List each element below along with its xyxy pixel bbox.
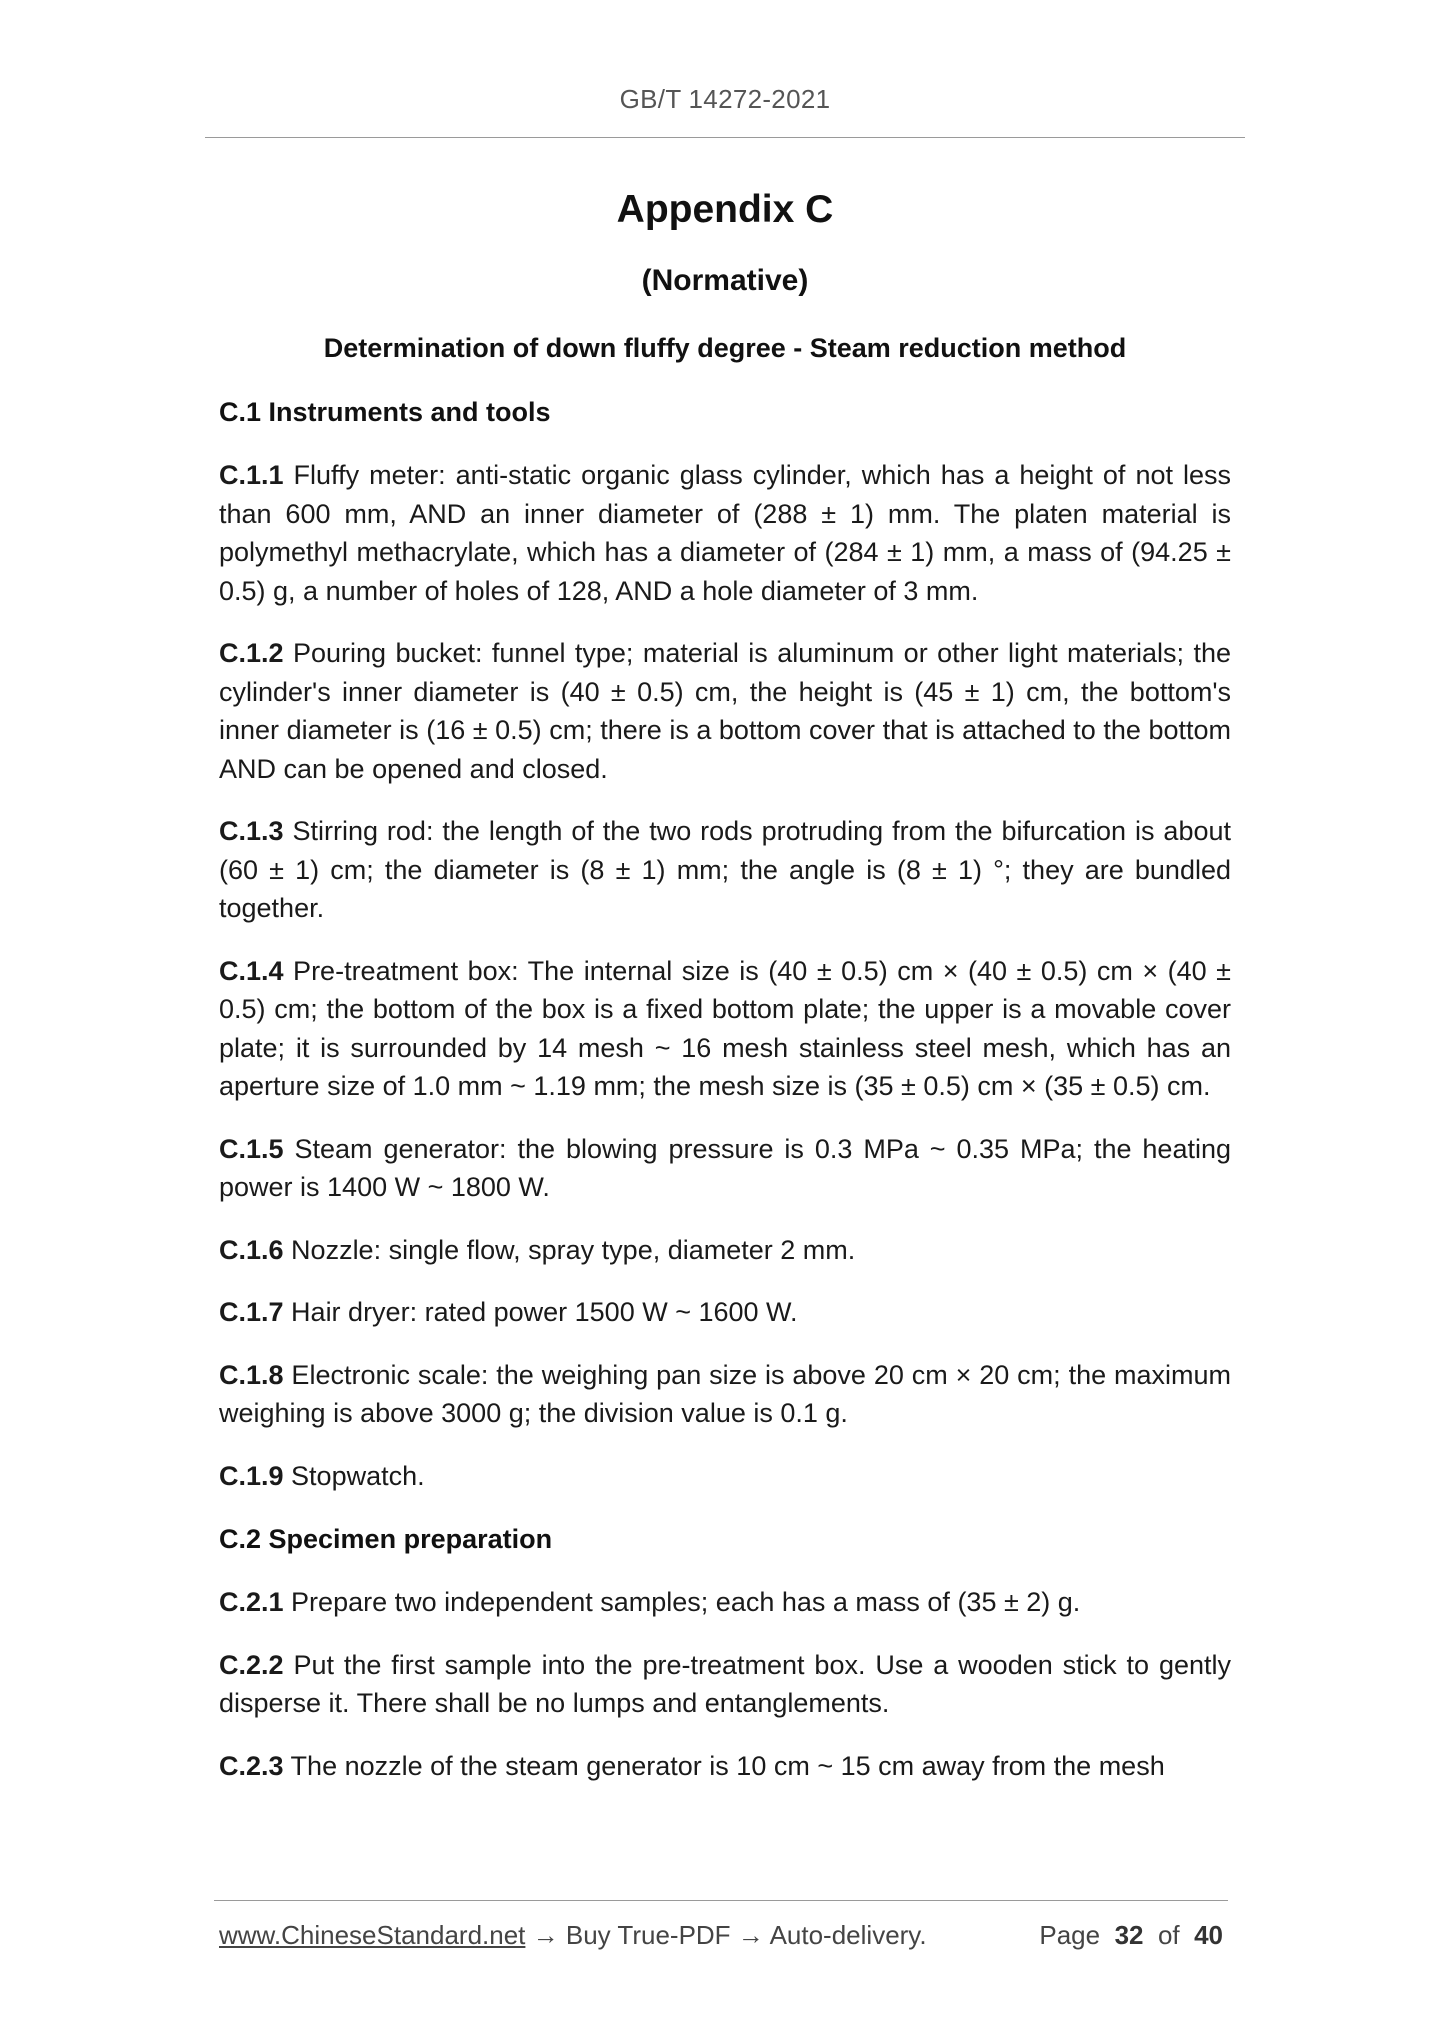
clause-c-1-2 (219, 634, 1231, 788)
clause-text: Nozzle: single flow, spray type, diameter 2 mm. (283, 1234, 856, 1265)
page-content (219, 180, 1231, 1785)
page-current: 32 (1114, 1920, 1144, 1950)
clause-c-1-3 (219, 812, 1231, 928)
clause-text: Prepare two independent samples; each has a mass of (35 ± 2) g. (283, 1587, 1081, 1617)
clause-c-1-5 (219, 1130, 1231, 1207)
clause-c-1-1 (219, 456, 1231, 610)
page-label: Page (1039, 1920, 1101, 1950)
section-c2 (219, 1519, 1231, 1785)
clause-number: C.1.4 (219, 955, 284, 986)
clause-number: C.1.2 (219, 638, 284, 668)
clause-c-1-6 (219, 1231, 1231, 1270)
clause-c-2-1 (219, 1583, 1231, 1622)
page-total: 40 (1194, 1920, 1223, 1950)
clause-number: C.2.1 (219, 1587, 284, 1617)
clause-number: C.2.3 (219, 1750, 284, 1781)
footer-tagline: → Buy True-PDF → Auto-delivery. (525, 1920, 927, 1950)
clause-number: C.1.6 (219, 1234, 284, 1265)
clause-text: Put the first sample into the pre-treatment box. Use a wooden stick to gently disperse it. There shall be no lumps and entanglements. (219, 1649, 1231, 1718)
clause-number: C.1.1 (219, 460, 284, 490)
clause-text: The nozzle of the steam generator is 10 cm ~ 15 cm away from the mesh (283, 1750, 1165, 1781)
clause-text: Pouring bucket: funnel type; material is aluminum or other light materials; the cylinder's inner diameter is (40 ± 0.5) cm, the height is (45 ± 1) cm, the bottom's inner diameter is (16 ± 0.5) cm; there is a bottom cover that is attached to the bottom AND can be opened and closed. (219, 638, 1231, 784)
page-header-doc-id: GB/T 14272-2021 (619, 84, 831, 114)
website-link[interactable]: www.ChineseStandard.net (219, 1920, 526, 1950)
clause-number: C.1.8 (219, 1359, 284, 1390)
clause-number: C.1.5 (219, 1133, 284, 1164)
appendix-title: Appendix C (616, 188, 834, 231)
clause-text: Pre-treatment box: The internal size is (40 ± 0.5) cm × (40 ± 0.5) cm × (40 ± 0.5) cm; the bottom of the box is a fixed bottom plate; the upper is a movable cover plate; it is surrounded by 14 mesh ~ 16 mesh stainless steel mesh, which has an aperture size of 1.0 mm ~ 1.19 mm; the mesh size is (35 ± 0.5) cm × (35 ± 0.5) cm. (219, 955, 1231, 1101)
footer-promo (219, 1920, 927, 1951)
normative-label: (Normative) (641, 264, 809, 297)
clause-text: Steam generator: the blowing pressure is 0.3 MPa ~ 0.35 MPa; the heating power is 1400 W ~ 1800 W. (219, 1133, 1231, 1202)
clause-c-1-9 (219, 1457, 1231, 1496)
clause-c-1-4 (219, 952, 1231, 1106)
appendix-subtitle: Determination of down fluffy degree - Steam reduction method (323, 333, 1127, 363)
clause-text: Fluffy meter: anti-static organic glass cylinder, which has a height of not less than 600 mm, AND an inner diameter of (288 ± 1) mm. The platen material is polymethyl methacrylate, which has a diameter of (284 ± 1) mm, a mass of (94.25 ± 0.5) g, a number of holes of 128, AND a hole diameter of 3 mm. (219, 460, 1231, 606)
clause-number: C.2.2 (219, 1649, 284, 1680)
clause-number: C.1.9 (219, 1460, 284, 1491)
clause-text: Stopwatch. (283, 1460, 425, 1491)
clause-c-2-3 (219, 1747, 1231, 1786)
section-heading: C.2 Specimen preparation (219, 1524, 553, 1554)
clause-number: C.1.7 (219, 1297, 284, 1327)
clause-number: C.1.3 (219, 816, 284, 846)
clause-c-1-8 (219, 1356, 1231, 1433)
clause-text: Electronic scale: the weighing pan size is above 20 cm × 20 cm; the maximum weighing is above 3000 g; the division value is 0.1 g. (219, 1359, 1231, 1428)
footer-divider (214, 1900, 1228, 1901)
page-of-label: of (1157, 1920, 1180, 1950)
page-number (1039, 1920, 1223, 1951)
clause-text: Stirring rod: the length of the two rods protruding from the bifurcation is about (60 ± 1) cm; the diameter is (8 ± 1) mm; the angle is (8 ± 1) °; they are bundled together. (219, 816, 1231, 923)
header-divider (205, 137, 1245, 138)
clause-text: Hair dryer: rated power 1500 W ~ 1600 W. (283, 1297, 798, 1327)
clause-c-1-7 (219, 1293, 1231, 1332)
section-heading: C.1 Instruments and tools (219, 397, 551, 427)
section-c1 (219, 392, 1231, 1495)
clause-c-2-2 (219, 1646, 1231, 1723)
